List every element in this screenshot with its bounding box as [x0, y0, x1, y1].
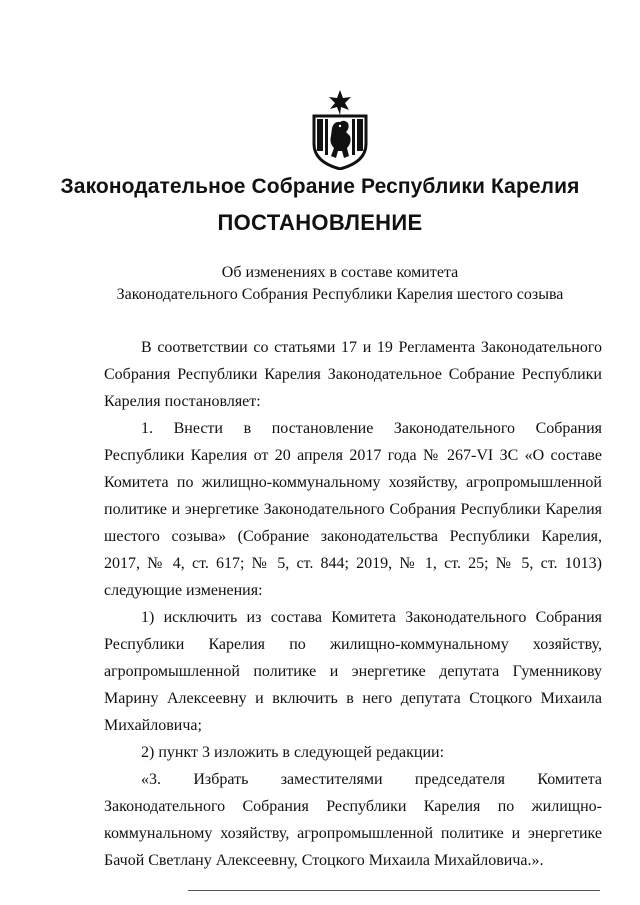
document-body	[104, 334, 602, 874]
bottom-rule	[188, 890, 600, 891]
body-paragraph: 1. Внести в постановление Законодательного Собрания Республики Карелия от 20 апреля 2017 года № 267-VI ЗС «О составе Комитета по жилищно-коммунальному хозяйству, агропромышленной политике и энергетике Законодательного Собрания Республики Карелия шестого созыва» (Собрание законодательства Республики Карелия, 2017, № 4, ст. 617; № 5, ст. 844; 2019, № 1, ст. 25; № 5, ст. 1013) следующие изменения:	[104, 420, 602, 599]
star-icon	[329, 90, 351, 115]
subject-line-1: Об изменениях в составе комитета	[221, 264, 459, 281]
body-paragraph: 1) исключить из состава Комитета Законодательного Собрания Республики Карелия по жилищно-коммунальному хозяйству, агропромышленной политике и энергетике депутата Гуменникову Марину Алексеевну и включить в него депутата Стоцкого Михаила Михайловича;	[104, 609, 602, 734]
body-paragraph: 2) пункт 3 изложить в следующей редакции:	[141, 744, 445, 761]
karelia-coat-of-arms-icon	[300, 88, 380, 170]
subject-line-2: Законодательного Собрания Республики Карелия шестого созыва	[116, 286, 564, 303]
document-type-title: ПОСТАНОВЛЕНИЕ	[217, 210, 423, 235]
org-title: Законодательное Собрание Республики Карелия	[60, 175, 580, 198]
document-subject	[80, 262, 600, 306]
body-paragraph: «3. Избрать заместителями председателя Комитета Законодательного Собрания Республики Карелия по жилищно-коммунальному хозяйству, агропромышленной политике и энергетике Бачой Светлану Алексеевну, Стоцкого Михаила Михайловича.».	[104, 771, 602, 869]
body-paragraph: В соответствии со статьями 17 и 19 Регламента Законодательного Собрания Республики Карелия Законодательное Собрание Республики Карелия постановляет:	[104, 339, 602, 410]
